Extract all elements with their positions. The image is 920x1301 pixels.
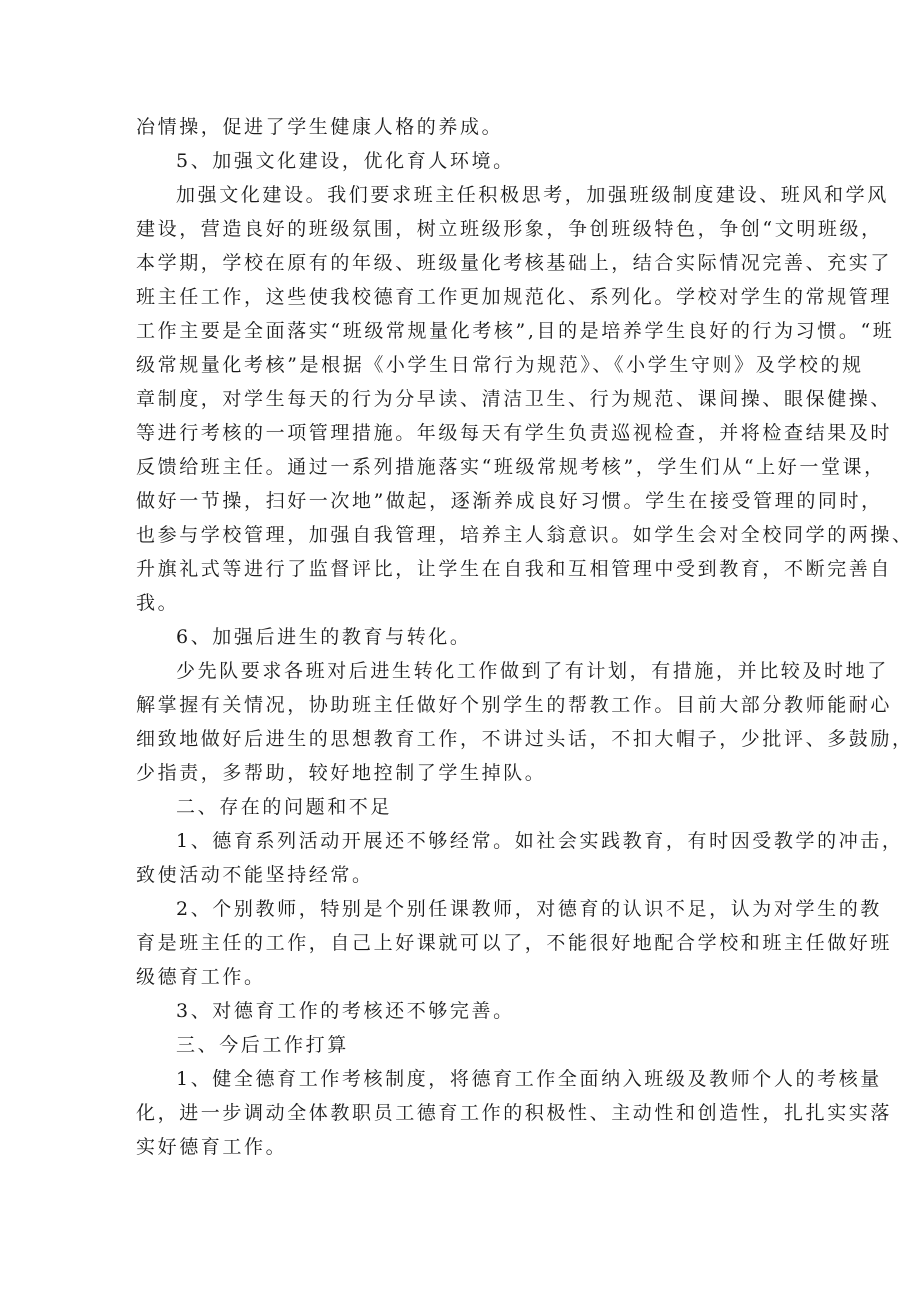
text-line: 班主任工作，这些使我校德育工作更加规范化、系列化。学校对学生的常规管理 — [136, 286, 893, 308]
text-line: 我。 — [136, 592, 180, 614]
text-line: 3、对德育工作的考核还不够完善。 — [176, 1000, 515, 1022]
text-line: 升旗礼式等进行了监督评比，让学生在自我和互相管理中受到教育，不断完善自 — [136, 558, 893, 580]
text-line: 育是班主任的工作，自己上好课就可以了，不能很好地配合学校和班主任做好班 — [136, 932, 893, 954]
text-line: 章制度，对学生每天的行为分早读、清洁卫生、行为规范、课间操、眼保健操、 — [136, 388, 893, 410]
section-heading: 二、存在的问题和不足 — [176, 796, 393, 818]
section-heading: 5、加强文化建设，优化育人环境。 — [176, 150, 515, 172]
text-line: 实好德育工作。 — [136, 1136, 288, 1158]
text-line: 少先队要求各班对后进生转化工作做到了有计划，有措施，并比较及时地了 — [176, 660, 889, 682]
section-heading: 6、加强后进生的教育与转化。 — [176, 626, 472, 648]
text-line: 冶情操，促进了学生健康人格的养成。 — [136, 116, 504, 138]
text-line: 也参与学校管理，加强自我管理，培养主人翁意识。如学生会对全校同学的两操、 — [136, 524, 914, 546]
text-line: 级德育工作。 — [136, 966, 266, 988]
text-line: 1、德育系列活动开展还不够经常。如社会实践教育，有时因受教学的冲击， — [176, 830, 904, 852]
text-line: 建设，营造良好的班级氛围，树立班级形象，争创班级特色，争创“文明班级， — [136, 218, 883, 240]
text-line: 加强文化建设。我们要求班主任积极思考，加强班级制度建设、班风和学风 — [176, 184, 889, 206]
text-line: 化，进一步调动全体教职员工德育工作的积极性、主动性和创造性，扎扎实实落 — [136, 1102, 893, 1124]
text-line: 细致地做好后进生的思想教育工作，不讲过头话，不扣大帽子，少批评、多鼓励， — [136, 728, 914, 750]
text-line: 等进行考核的一项管理措施。年级每天有学生负责巡视检查，并将检查结果及时 — [136, 422, 893, 444]
text-line: 反馈给班主任。通过一系列措施落实“班级常规考核”，学生们从“上好一堂课， — [136, 456, 886, 478]
text-line: 致使活动不能坚持经常。 — [136, 864, 374, 886]
text-line: 工作主要是全面落实“班级常规量化考核”,目的是培养学生良好的行为习惯。“班 — [136, 320, 895, 342]
text-line: 解掌握有关情况，协助班主任做好个别学生的帮教工作。目前大部分教师能耐心 — [136, 694, 893, 716]
text-line: 级常规量化考核”是根据《小学生日常行为规范》、《小学生守则》及学校的规 — [136, 354, 864, 376]
section-heading: 三、今后工作打算 — [176, 1034, 349, 1056]
text-line: 少指责，多帮助，较好地控制了学生掉队。 — [136, 762, 547, 784]
text-line: 2、个别教师，特别是个别任课教师，对德育的认识不足，认为对学生的教 — [176, 898, 882, 920]
text-line: 本学期，学校在原有的年级、班级量化考核基础上，结合实际情况完善、充实了 — [136, 252, 893, 274]
text-line: 做好一节操，扫好一次地”做起，逐渐养成良好习惯。学生在接受管理的同时， — [136, 490, 883, 512]
text-line: 1、健全德育工作考核制度，将德育工作全面纳入班级及教师个人的考核量 — [176, 1068, 882, 1090]
